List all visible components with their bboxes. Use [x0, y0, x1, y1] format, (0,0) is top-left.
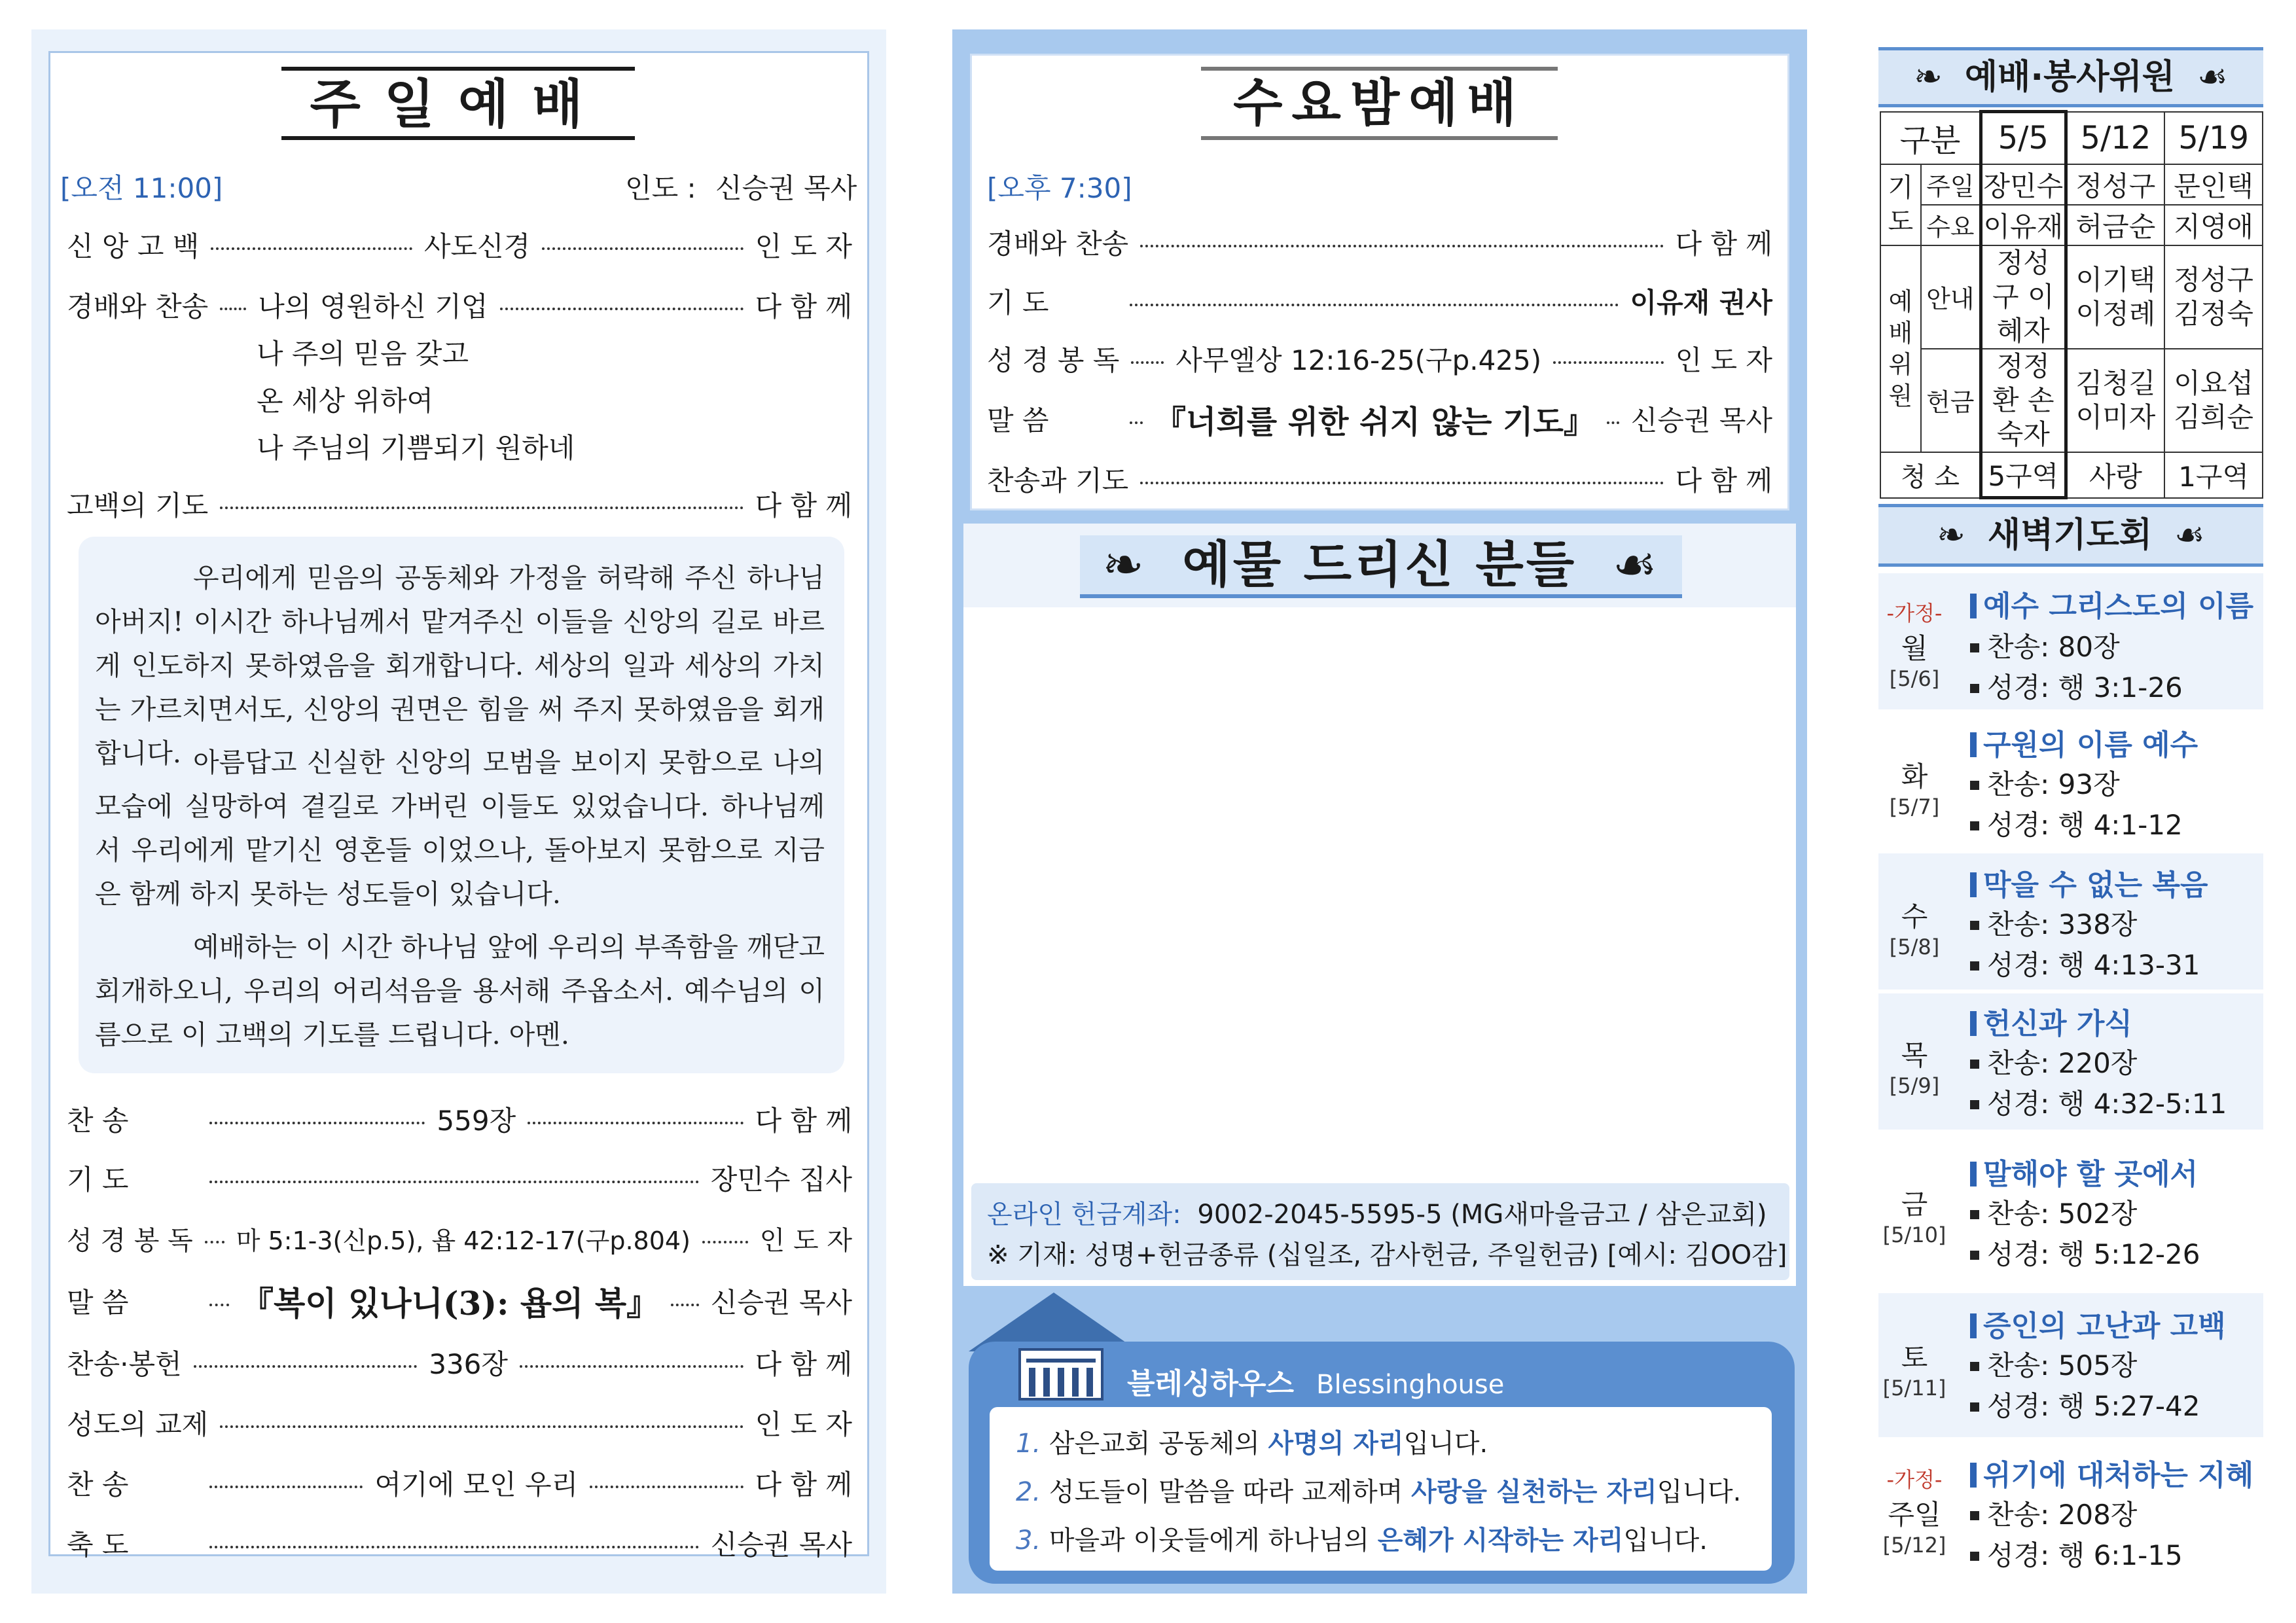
- order-row: [67, 225, 852, 264]
- order-person: 인 도 자: [755, 1408, 852, 1440]
- order-label: 경배와 찬송: [67, 291, 209, 323]
- row-group-label: 기도: [1880, 164, 1921, 245]
- table-cell: 이유재: [1981, 205, 2066, 245]
- order-row: [987, 281, 1772, 321]
- day-title: [1970, 1150, 2198, 1192]
- day-label: [1878, 895, 1950, 959]
- item-emphasis: 은혜가 시작하는 자리: [1377, 1525, 1624, 1556]
- day-hymn-text: 찬송: 502장: [1987, 1198, 2138, 1230]
- prayer-paragraph: 예배하는 이 시간 하나님 앞에 우리의 부족함을 깨닫고 회개하오니, 우리의 어리석음을 용서해 주옵소서. 예수님의 이름으로 이 고백의 기도를 드립니다. 아멘.: [95, 931, 825, 1050]
- ornament-icon: ❧: [1937, 516, 1965, 555]
- row-sub-label: 안내: [1921, 245, 1981, 349]
- title-rule-top: [281, 67, 635, 71]
- day-hymn: [1970, 1344, 2137, 1383]
- day-title: [1970, 1302, 2226, 1344]
- account-label: 온라인 헌금계좌:: [987, 1200, 1181, 1230]
- bullet-icon: [1970, 1251, 1979, 1260]
- order-label: 찬 송: [67, 1105, 129, 1137]
- order-row: [67, 1463, 852, 1503]
- day-name: 토: [1901, 1342, 1928, 1374]
- blessinghouse-name-ko: 블레싱하우스: [1127, 1367, 1295, 1400]
- leader-dots: [1130, 304, 1619, 306]
- row-group-label: 예배위원: [1880, 245, 1921, 452]
- dawn-day-6: [1878, 1444, 2263, 1588]
- leader-dots: [220, 308, 246, 310]
- leader-dots: [194, 1365, 418, 1368]
- leader-dots: [1607, 421, 1619, 424]
- day-label: [1878, 1463, 1950, 1558]
- order-person: 신승권 목사: [1630, 404, 1772, 437]
- order-person: 신승권 목사: [710, 1529, 852, 1561]
- wednesday-time: [오후 7:30]: [987, 172, 1132, 204]
- day-scripture-text: 성경: 행 4:13-31: [1987, 949, 2200, 981]
- order-person: 다 함 께: [755, 1469, 853, 1501]
- account-note: ※ 기재: 성명+헌금종류 (십일조, 감사헌금, 주일헌금) [예시: 김OO감]: [987, 1240, 1787, 1270]
- dawn-day-2: [1878, 853, 2263, 990]
- row-sub-label: 헌금: [1921, 349, 1981, 452]
- title-rule-top: [1201, 67, 1558, 71]
- item-text: 입니다.: [1403, 1429, 1488, 1459]
- day-label: [1878, 755, 1950, 819]
- dawn-day-5: [1878, 1293, 2263, 1437]
- day-hymn: [1970, 763, 2120, 802]
- day-title-text: 예수 그리스도의 이름: [1983, 590, 2254, 623]
- order-person: 다 함 께: [755, 1105, 853, 1137]
- order-person: 인 도 자: [759, 1225, 852, 1256]
- bullet-icon: [1970, 684, 1979, 693]
- day-title-text: 막을 수 없는 복음: [1983, 868, 2208, 902]
- order-content: 사무엘상 12:16-25(구p.425): [1175, 344, 1542, 376]
- table-row: [1880, 349, 2263, 452]
- title-rule-bottom: [1201, 136, 1558, 140]
- table-row: [1880, 164, 2263, 205]
- day-scripture: [1970, 1082, 2227, 1122]
- order-content: 336장: [429, 1348, 508, 1380]
- sermon-title: 『너희를 위한 쉬지 않는 기도』: [1155, 403, 1595, 440]
- item-text: 성도들이 말씀을 따라 교제하며: [1049, 1477, 1412, 1507]
- prayer-paragraph: 아름답고 신실한 신앙의 모범을 보이지 못함으로 나의 모습에 실망하여 곁길로 가버린 이들도 있었습니다. 하나님께서 우리에게 맡기신 영혼들 이었으나, 돌아보지 못함으로 지금은 함께 하지 못하는 성도들이 있습니다.: [95, 747, 825, 910]
- item-text: 입니다.: [1657, 1477, 1742, 1507]
- leader-dots: [500, 308, 744, 310]
- day-title: [1970, 1452, 2253, 1493]
- order-row: [987, 459, 1772, 499]
- table-header-cell: 구분: [1880, 112, 1981, 164]
- day-title-text: 구원의 이름 예수: [1983, 728, 2198, 762]
- order-label: 고백의 기도: [67, 490, 209, 522]
- bullet-icon: [1970, 1552, 1979, 1561]
- order-label: 경배와 찬송: [987, 228, 1129, 260]
- table-cell: 정정환 손숙자: [1981, 349, 2066, 452]
- ornament-icon: ❧: [1914, 58, 1943, 97]
- leader-dots: [209, 1122, 425, 1124]
- day-title-text: 헌신과 가식: [1983, 1007, 2132, 1041]
- day-hymn: [1970, 1042, 2137, 1081]
- table-row: [1880, 452, 2263, 498]
- day-title-text: 증인의 고난과 고백: [1983, 1310, 2226, 1343]
- order-content: 나의 영원하신 기업: [258, 291, 488, 323]
- bar-icon: [1970, 1313, 1977, 1338]
- bank-account-line: [987, 1194, 1767, 1231]
- day-name: 목: [1901, 1039, 1928, 1071]
- bullet-icon: [1970, 1362, 1979, 1371]
- sunday-title: 주일예배: [310, 74, 607, 135]
- table-row: [1880, 245, 2263, 349]
- leader-dots: [590, 1486, 743, 1488]
- dawn-title: 새벽기도회: [1987, 516, 2153, 555]
- day-hymn: [1970, 903, 2137, 942]
- leader-dots: [1140, 482, 1663, 484]
- order-label: 성 경 봉 독: [67, 1225, 193, 1256]
- wednesday-title: 수요밤예배: [1233, 74, 1526, 133]
- dawn-header: [1878, 504, 2263, 567]
- item-text: 입니다.: [1623, 1525, 1708, 1556]
- order-row: [67, 1158, 852, 1198]
- order-content: 559장: [437, 1105, 516, 1137]
- blessinghouse-item: [1016, 1423, 1488, 1460]
- leader-dots: [542, 247, 743, 250]
- hymn-line: 나 주님의 기쁨되기 원하네: [257, 432, 575, 464]
- order-label: 신 앙 고 백: [67, 230, 200, 262]
- day-scripture: [1970, 666, 2183, 705]
- ornament-icon: ❧: [1102, 535, 1147, 594]
- order-row: [67, 1343, 852, 1382]
- table-cell: 정성구: [2066, 164, 2164, 205]
- offering-title: 예물 드리신 분들: [1182, 535, 1577, 594]
- day-label: [1878, 1336, 1950, 1400]
- offering-panel: [963, 524, 1796, 1286]
- day-label: [1878, 1034, 1950, 1098]
- account-value: 9002-2045-5595-5 (MG새마을금고 / 삼은교회): [1197, 1200, 1767, 1230]
- item-emphasis: 사명의 자리: [1268, 1429, 1404, 1459]
- order-person: 다 함 께: [755, 1348, 852, 1380]
- bar-icon: [1970, 732, 1977, 757]
- day-scripture: [1970, 804, 2183, 843]
- row-group-label: 청 소: [1880, 452, 1981, 498]
- table-header-cell: 5/19: [2164, 112, 2263, 164]
- dawn-day-0: [1878, 573, 2263, 709]
- order-label: 말 씀: [67, 1287, 129, 1319]
- table-cell: 이요섭 김희순: [2164, 349, 2263, 452]
- day-label: [1878, 1183, 1950, 1247]
- table-cell: 허금순: [2066, 205, 2164, 245]
- item-text: 삼은교회 공동체의: [1049, 1429, 1268, 1459]
- bar-icon: [1970, 1162, 1977, 1186]
- table-cell: 정성구 이혜자: [1981, 245, 2066, 349]
- day-title: [1970, 1000, 2132, 1042]
- hymn-line: 나 주의 믿음 갖고: [257, 338, 469, 370]
- prayer-paragraph: 우리에게 믿음의 공동체와 가정을 허락해 주신 하나님 아버지! 이시간 하나님께서 맡겨주신 이들을 신앙의 길로 바르게 인도하지 못하였음을 회개합니다. 세상의 일과 세상의 가치는 가르치면서도, 신앙의 권면은 힘을 써 주지 못하였음을 회개합니다.: [95, 562, 825, 769]
- bar-icon: [1970, 1463, 1977, 1488]
- order-label: 찬 송: [67, 1469, 129, 1501]
- day-title: [1970, 721, 2198, 763]
- day-date: [5/11]: [1882, 1376, 1946, 1400]
- table-cell: 1구역: [2164, 452, 2263, 498]
- hymn-line: 온 세상 위하여: [257, 385, 434, 417]
- order-person: 신승권 목사: [710, 1287, 852, 1319]
- leader-dots: [1140, 245, 1663, 247]
- order-label: 성 경 봉 독: [987, 344, 1120, 376]
- order-person: 장민수 집사: [710, 1164, 852, 1196]
- ornament-icon: ☙: [2174, 516, 2205, 555]
- order-label: 말 씀: [987, 404, 1049, 437]
- order-row: [67, 1099, 852, 1139]
- table-cell: 문인택: [2164, 164, 2263, 205]
- table-row: [1880, 205, 2263, 245]
- table-cell: 장민수: [1981, 164, 2066, 205]
- bar-icon: [1970, 1011, 1977, 1036]
- leader-dots: [209, 1486, 363, 1488]
- leader-dots: [702, 1241, 748, 1243]
- leader-dots: [1130, 421, 1143, 424]
- day-hymn-text: 찬송: 505장: [1987, 1349, 2138, 1382]
- blessinghouse-heading: [1127, 1360, 1504, 1402]
- order-row: [987, 339, 1772, 378]
- table-cell: 김청길 이미자: [2066, 349, 2164, 452]
- day-date: [5/12]: [1882, 1533, 1946, 1558]
- day-scripture-text: 성경: 행 6:1-15: [1987, 1539, 2183, 1571]
- day-scripture: [1970, 1534, 2183, 1573]
- order-label: 기 도: [67, 1164, 129, 1196]
- table-cell: 사랑: [2066, 452, 2164, 498]
- dawn-day-1: [1878, 716, 2263, 847]
- row-sub-label: 수요: [1921, 205, 1981, 245]
- bullet-icon: [1970, 1402, 1979, 1412]
- bullet-icon: [1970, 961, 1979, 971]
- day-scripture: [1970, 1233, 2200, 1272]
- blessinghouse-name-en: Blessinghouse: [1316, 1370, 1505, 1400]
- ornament-icon: ☙: [1612, 535, 1660, 594]
- leader-dots: [671, 1304, 699, 1306]
- day-hymn-text: 찬송: 80장: [1987, 631, 2120, 663]
- day-name: 월: [1901, 632, 1928, 664]
- table-header-cell: 5/12: [2066, 112, 2164, 164]
- day-tag: -가정-: [1886, 601, 1943, 626]
- order-person: 인 도 자: [755, 230, 852, 262]
- order-content: 마 5:1-3(신p.5), 욥 42:12-17(구p.804): [236, 1226, 691, 1255]
- table-header-cell: 5/5: [1981, 112, 2066, 164]
- leader-label: 인도 :: [625, 172, 696, 204]
- day-name: 주일: [1888, 1499, 1941, 1531]
- sunday-leader: [625, 167, 857, 206]
- bullet-icon: [1970, 1060, 1979, 1069]
- leader-name: 신승권 목사: [715, 172, 857, 204]
- day-scripture: [1970, 1385, 2200, 1424]
- order-row: [67, 484, 852, 524]
- order-person: 이유재 권사: [1630, 287, 1772, 319]
- blessinghouse-item: [1016, 1471, 1741, 1508]
- day-hymn: [1970, 626, 2120, 665]
- item-number: 3.: [1016, 1525, 1041, 1556]
- leader-dots: [220, 507, 743, 509]
- day-scripture-text: 성경: 행 5:12-26: [1987, 1238, 2200, 1270]
- day-scripture-text: 성경: 행 5:27-42: [1987, 1390, 2200, 1422]
- ornament-icon: ☙: [2197, 58, 2228, 97]
- table-cell: 5구역: [1981, 452, 2066, 498]
- order-row: [67, 1281, 852, 1321]
- order-row: [67, 285, 852, 325]
- order-label: 찬송과 기도: [987, 465, 1129, 497]
- leader-dots: [1553, 361, 1663, 364]
- day-date: [5/6]: [1889, 666, 1940, 691]
- day-label: [1878, 597, 1950, 691]
- day-scripture-text: 성경: 행 3:1-26: [1987, 671, 2183, 704]
- day-date: [5/7]: [1889, 794, 1940, 819]
- order-label: 기 도: [987, 287, 1049, 319]
- order-row: [67, 1219, 852, 1258]
- duty-title: 예배·봉사위원: [1964, 58, 2176, 97]
- sermon-title: 『복이 있나니(3): 욥의 복』: [241, 1284, 660, 1323]
- day-scripture-text: 성경: 행 4:1-12: [1987, 809, 2183, 841]
- building-icon: [1018, 1348, 1103, 1400]
- bullet-icon: [1970, 1100, 1979, 1109]
- bar-icon: [1970, 594, 1977, 618]
- order-label: 찬송·봉헌: [67, 1348, 182, 1380]
- day-hymn: [1970, 1192, 2137, 1232]
- day-tag: -가정-: [1886, 1467, 1943, 1492]
- duty-header: [1878, 47, 2263, 107]
- leader-dots: [205, 1241, 224, 1243]
- day-date: [5/10]: [1882, 1222, 1946, 1247]
- day-name: 화: [1901, 760, 1928, 793]
- table-cell: 이기택 이정례: [2066, 245, 2164, 349]
- item-emphasis: 사랑을 실천하는 자리: [1411, 1477, 1657, 1507]
- bullet-icon: [1970, 781, 1979, 790]
- day-date: [5/8]: [1889, 935, 1940, 959]
- order-content: 사도신경: [423, 230, 531, 262]
- day-date: [5/9]: [1889, 1073, 1940, 1098]
- bullet-icon: [1970, 821, 1979, 830]
- leader-dots: [528, 1122, 743, 1124]
- day-title: [1970, 582, 2253, 624]
- title-rule-bottom: [281, 136, 635, 140]
- day-hymn-text: 찬송: 220장: [1987, 1047, 2138, 1079]
- table-cell: 지영애: [2164, 205, 2263, 245]
- day-title: [1970, 861, 2208, 903]
- leader-dots: [1131, 361, 1164, 364]
- day-scripture-text: 성경: 행 4:32-5:11: [1987, 1088, 2227, 1120]
- day-hymn-text: 찬송: 338장: [1987, 908, 2138, 940]
- table-cell: 정성구 김정숙: [2164, 245, 2263, 349]
- dawn-day-4: [1878, 1136, 2263, 1287]
- item-number: 1.: [1016, 1429, 1041, 1459]
- blessinghouse-item: [1016, 1520, 1708, 1557]
- day-scripture: [1970, 944, 2200, 983]
- order-row: [67, 1524, 852, 1563]
- item-number: 2.: [1016, 1477, 1041, 1507]
- order-person: 다 함 께: [755, 291, 852, 323]
- leader-dots: [520, 1365, 744, 1368]
- bullet-icon: [1970, 643, 1979, 652]
- order-row: [987, 399, 1772, 438]
- offering-header: [1080, 535, 1682, 598]
- order-label: 축 도: [67, 1529, 129, 1561]
- order-label: 성도의 교제: [67, 1408, 209, 1440]
- order-content: 여기에 모인 우리: [374, 1469, 579, 1501]
- leader-dots: [209, 1546, 699, 1548]
- day-hymn: [1970, 1493, 2137, 1533]
- leader-dots: [211, 247, 412, 250]
- duty-table: [1880, 110, 2263, 499]
- row-sub-label: 주일: [1921, 164, 1981, 205]
- order-row: [987, 223, 1772, 262]
- sunday-time: [오전 11:00]: [60, 172, 223, 204]
- leader-dots: [209, 1304, 229, 1306]
- day-hymn-text: 찬송: 93장: [1987, 768, 2120, 800]
- day-title-text: 위기에 대처하는 지혜: [1983, 1459, 2254, 1492]
- day-name: 수: [1901, 901, 1928, 933]
- day-hymn-text: 찬송: 208장: [1987, 1499, 2138, 1531]
- dawn-day-3: [1878, 993, 2263, 1130]
- order-row: [67, 1403, 852, 1442]
- order-person: 다 함 께: [1675, 465, 1772, 497]
- day-name: 금: [1901, 1188, 1928, 1221]
- order-person: 인 도 자: [1675, 344, 1772, 376]
- table-row: [1880, 112, 2263, 164]
- bullet-icon: [1970, 1511, 1979, 1520]
- bullet-icon: [1970, 921, 1979, 930]
- order-person: 다 함 께: [755, 490, 852, 522]
- order-person: 다 함 께: [1675, 228, 1772, 260]
- leader-dots: [220, 1425, 743, 1428]
- bullet-icon: [1970, 1210, 1979, 1219]
- leader-dots: [209, 1181, 699, 1183]
- day-title-text: 말해야 할 곳에서: [1983, 1158, 2198, 1191]
- item-text: 마을과 이웃들에게 하나님의: [1049, 1525, 1378, 1556]
- bar-icon: [1970, 872, 1977, 897]
